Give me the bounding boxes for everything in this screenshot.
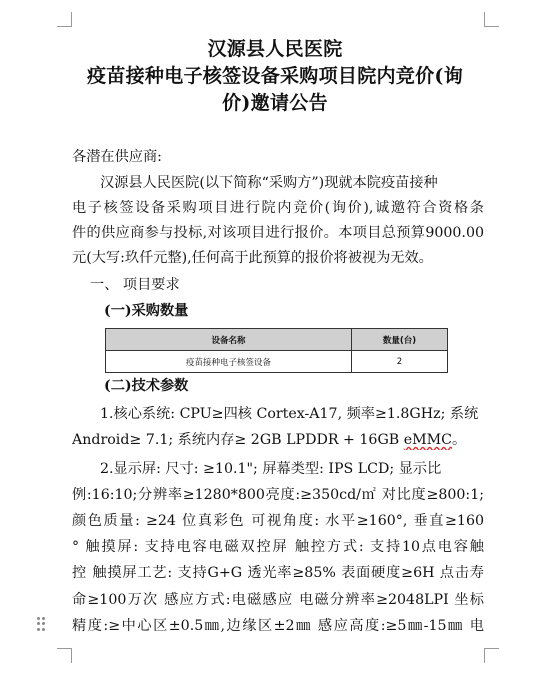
table-header-row	[106, 329, 448, 351]
crop-mark-bottom-right	[484, 648, 499, 663]
salutation: 各潜在供应商:	[72, 149, 162, 165]
paragraph-line: 例:16:10;分辨率≥1280*800亮度:≥350cd/㎡ 对比度≥800:1;	[72, 487, 484, 503]
crop-mark-top-right	[484, 12, 499, 27]
paragraph-line: ° 触摸屏: 支持电容电磁双控屏 触控方式: 支持10点电容触	[72, 539, 484, 555]
section-heading-project-requirements: 一、 项目要求	[90, 277, 180, 293]
paragraph-line: 精度:≥中心区±0.5㎜,边缘区±2㎜ 感应高度:≥5㎜-15㎜ 电	[72, 618, 484, 634]
subsection-heading-quantity: (一)采购数量	[104, 303, 189, 319]
table-header-cell: 设备名称	[106, 329, 352, 351]
table-cell: 疫苗接种电子核签设备	[106, 351, 352, 373]
crop-mark-bottom-left	[57, 648, 72, 663]
paragraph-line: 汉源县人民医院(以下简称“采购方”)现就本院疫苗接种	[100, 175, 438, 191]
document-title-line-3: 价)邀请公告	[222, 92, 328, 114]
document-title-line-2: 疫苗接种电子核签设备采购项目院内竞价(询	[87, 65, 463, 87]
drag-handle-icon[interactable]	[37, 617, 45, 631]
paragraph-line: 电子核签设备采购项目进行院内竞价(询价),诚邀符合资格条	[72, 200, 484, 216]
table-cell: 2	[352, 351, 448, 373]
paragraph-line: 1.核心系统: CPU≥四核 Cortex-A17, 频率≥1.8GHz; 系统	[100, 406, 479, 422]
table-row	[106, 351, 448, 373]
paragraph-line: 控 触摸屏工艺: 支持G+G 透光率≥85% 表面硬度≥6H 点击寿	[72, 565, 484, 581]
table-header-cell: 数量(台)	[352, 329, 448, 351]
crop-mark-top-left	[57, 12, 72, 27]
paragraph-line: 件的供应商参与投标,对该项目进行报价。本项目总预算9000.00	[72, 225, 484, 241]
paragraph-line: Android≥ 7.1; 系统内存≥ 2GB LPDDR + 16GB eMMC。	[72, 432, 467, 448]
procurement-table	[105, 328, 448, 373]
paragraph-line: 命≥100万次 感应方式:电磁感应 电磁分辨率≥2048LPI 坐标	[72, 592, 484, 608]
spellcheck-underlined-word: eMMC	[403, 432, 453, 448]
document-title-line-1: 汉源县人民医院	[207, 38, 343, 60]
paragraph-line: 颜色质量: ≥24 位真彩色 可视角度: 水平≥160°, 垂直≥160	[72, 513, 484, 529]
subsection-heading-technical: (二)技术参数	[104, 378, 189, 394]
paragraph-line: 2.显示屏: 尺寸: ≥10.1"; 屏幕类型: IPS LCD; 显示比	[100, 461, 442, 477]
paragraph-line: 元(大写:玖仟元整),任何高于此预算的报价将被视为无效。	[72, 250, 433, 266]
